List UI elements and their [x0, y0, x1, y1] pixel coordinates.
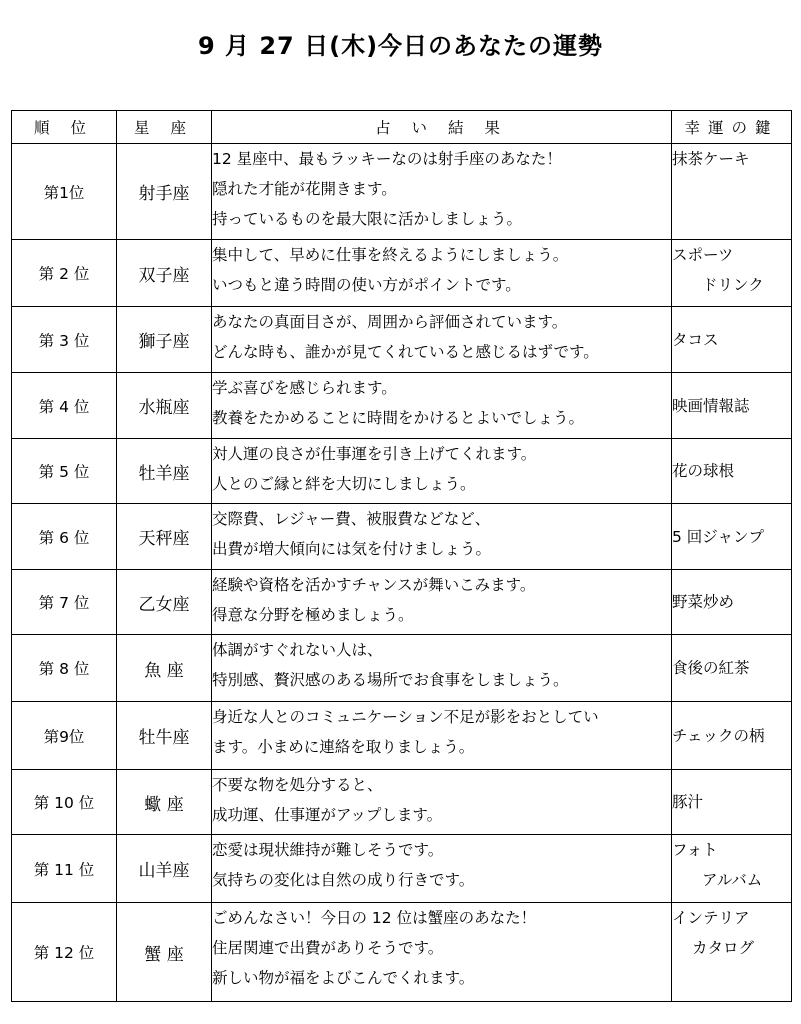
lucky-cell: [672, 439, 792, 504]
result-cell: [212, 373, 672, 439]
header-rank: 順 位: [12, 111, 117, 144]
table-row: [12, 439, 792, 504]
rank-cell: 第1位: [12, 144, 117, 240]
sign-cell: 蟹 座: [117, 903, 212, 1002]
result-line: いつもと違う時間の使い方がポイントです。: [212, 276, 521, 294]
result-line: 人とのご縁と絆を大切にしましょう。: [212, 475, 476, 493]
result-cell: [212, 307, 672, 373]
result-line: 身近な人とのコミュニケーション不足が影をおとしてい: [212, 708, 599, 726]
table-row: [12, 307, 792, 373]
table-row: [12, 373, 792, 439]
table-row: [12, 240, 792, 307]
rank-cell: 第 8 位: [12, 635, 117, 702]
lucky-cell: [672, 373, 792, 439]
result-line: 住居関連で出費がありそうです。: [212, 939, 444, 957]
lucky-line: フォト: [672, 841, 718, 859]
result-cell: [212, 144, 672, 240]
lucky-cell: [672, 770, 792, 835]
result-line: 恋愛は現状維持が難しそうです。: [212, 841, 444, 859]
lucky-line: 豚汁: [672, 793, 704, 811]
sign-cell: 双子座: [117, 240, 212, 307]
result-cell: [212, 504, 672, 570]
lucky-line: 食後の紅茶: [672, 659, 750, 677]
rank-cell: 第 6 位: [12, 504, 117, 570]
lucky-line: ドリンク: [702, 276, 764, 294]
result-cell: [212, 702, 672, 770]
lucky-line: 5 回ジャンプ: [672, 527, 764, 546]
lucky-cell: [672, 702, 792, 770]
result-line: 成功運、仕事運がアップします。: [212, 806, 443, 824]
result-line: 体調がすぐれない人は、: [212, 641, 383, 659]
result-line: 不要な物を処分すると、: [212, 776, 383, 794]
sign-cell: 天秤座: [117, 504, 212, 570]
result-cell: [212, 770, 672, 835]
result-line: 気持ちの変化は自然の成り行きです。: [212, 871, 475, 889]
rank-cell: 第 12 位: [12, 903, 117, 1002]
result-line: 対人運の良さが仕事運を引き上げてくれます。: [212, 445, 537, 463]
lucky-cell: [672, 635, 792, 702]
table-row: [12, 770, 792, 835]
table-row: [12, 570, 792, 635]
rank-cell: 第 5 位: [12, 439, 117, 504]
result-line: 12 星座中、最もラッキーなのは射手座のあなた！: [212, 150, 562, 168]
rank-cell: 第9位: [12, 702, 117, 770]
header-sign: 星 座: [117, 111, 212, 144]
result-line: 学ぶ喜びを感じられます。: [212, 379, 397, 397]
rank-cell: 第 4 位: [12, 373, 117, 439]
rank-cell: 第 11 位: [12, 835, 117, 903]
lucky-cell: [672, 504, 792, 570]
sign-cell: 射手座: [117, 144, 212, 240]
result-line: 経験や資格を活かすチャンスが舞いこみます。: [212, 576, 536, 594]
rank-cell: 第 10 位: [12, 770, 117, 835]
result-line: 隠れた才能が花開きます。: [212, 180, 397, 198]
table-header-row: [12, 111, 792, 144]
fortune-table: [11, 110, 792, 1002]
table-row: [12, 635, 792, 702]
table-row: [12, 702, 792, 770]
table-row: [12, 903, 792, 1002]
lucky-line: スポーツ: [672, 246, 734, 264]
lucky-line: タコス: [672, 330, 719, 349]
sign-cell: 山羊座: [117, 835, 212, 903]
result-line: ます。小まめに連絡を取りましょう。: [212, 738, 475, 756]
lucky-cell: [672, 144, 792, 240]
lucky-line: カタログ: [692, 939, 755, 957]
lucky-cell: [672, 570, 792, 635]
result-cell: [212, 439, 672, 504]
result-line: 特別感、贅沢感のある場所でお食事をしましょう。: [212, 671, 569, 689]
lucky-line: 花の球根: [672, 462, 735, 480]
result-line: 出費が増大傾向には気を付けましょう。: [212, 540, 492, 558]
lucky-line: インテリア: [672, 909, 750, 927]
sign-cell: 乙女座: [117, 570, 212, 635]
table-row: [12, 835, 792, 903]
lucky-line: 抹茶ケーキ: [672, 150, 750, 168]
lucky-line: 映画情報誌: [672, 396, 750, 415]
table-row: [12, 504, 792, 570]
sign-cell: 水瓶座: [117, 373, 212, 439]
lucky-line: 野菜炒め: [672, 593, 735, 611]
result-line: 得意な分野を極めましょう。: [212, 606, 414, 624]
page-title: 9 月 27 日(木)今日のあなたの運勢: [197, 32, 604, 60]
lucky-cell: [672, 240, 792, 307]
sign-cell: 牡羊座: [117, 439, 212, 504]
result-line: 新しい物が福をよびこんでくれます。: [212, 969, 475, 987]
rank-cell: 第 2 位: [12, 240, 117, 307]
result-line: 持っているものを最大限に活かしましょう。: [212, 210, 523, 228]
result-line: どんな時も、誰かが見てくれていると感じるはずです。: [212, 343, 599, 361]
result-line: 集中して、早めに仕事を終えるようにしましょう。: [212, 246, 569, 264]
result-cell: [212, 903, 672, 1002]
rank-cell: 第 7 位: [12, 570, 117, 635]
lucky-cell: [672, 835, 792, 903]
sign-cell: 魚 座: [117, 635, 212, 702]
sign-cell: 牡牛座: [117, 702, 212, 770]
header-lucky: 幸運の鍵: [672, 111, 792, 144]
result-cell: [212, 635, 672, 702]
table-row: [12, 144, 792, 240]
sign-cell: 蠍 座: [117, 770, 212, 835]
rank-cell: 第 3 位: [12, 307, 117, 373]
result-cell: [212, 835, 672, 903]
result-line: 教養をたかめることに時間をかけるとよいでしょう。: [212, 409, 585, 427]
header-result: 占 い 結 果: [212, 111, 672, 144]
sign-cell: 獅子座: [117, 307, 212, 373]
result-cell: [212, 240, 672, 307]
lucky-line: アルバム: [702, 871, 763, 889]
result-line: 交際費、レジャー費、被服費などなど、: [212, 510, 491, 528]
result-line: あなたの真面目さが、周囲から評価されています。: [212, 313, 568, 331]
lucky-cell: [672, 307, 792, 373]
lucky-cell: [672, 903, 792, 1002]
result-cell: [212, 570, 672, 635]
lucky-line: チェックの柄: [672, 726, 765, 745]
result-line: ごめんなさい！今日の 12 位は蟹座のあなた！: [212, 909, 537, 927]
